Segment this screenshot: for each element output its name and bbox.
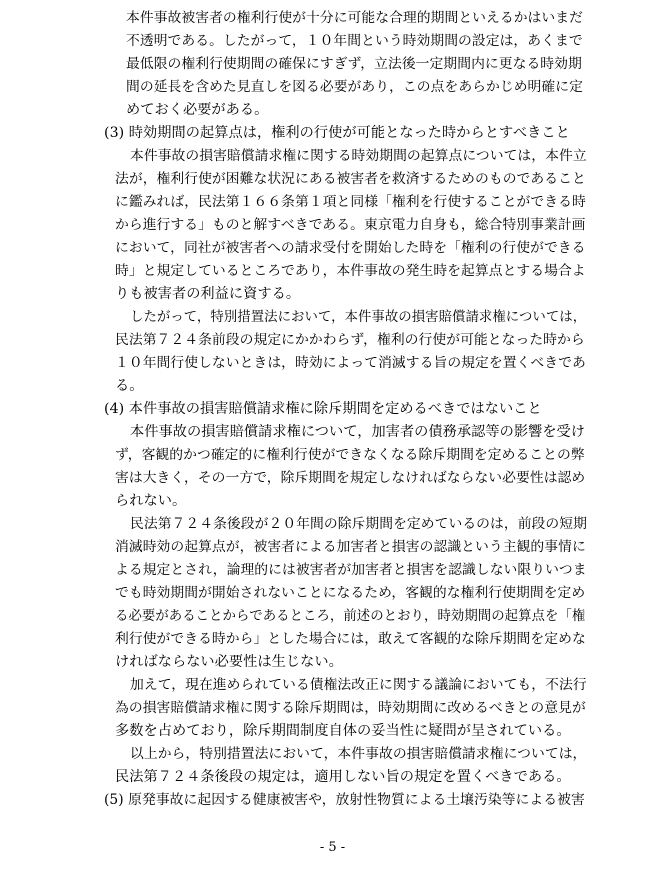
section-heading: (5) 原発事故に起因する健康被害や，放射性物質による土壌汚染等による被害 bbox=[104, 792, 585, 808]
text-line: 消滅時効の起算点が，被害者による加害者と損害の認識という主観的事情に bbox=[115, 539, 586, 555]
text-line: において，同社が被害者への請求受付を開始した時を「権利の行使ができる bbox=[115, 240, 586, 256]
text-line: 民法第７２４条前段の規定にかかわらず，権利の行使が可能となった時から bbox=[115, 332, 585, 348]
text-line: めておく必要がある。 bbox=[126, 102, 269, 118]
section-heading: (3) 時効期間の起算点は，権利の行使が可能となった時からとすべきこと bbox=[104, 125, 570, 141]
text-line: 法が，権利行使が困難な状況にある被害者を救済するためのものであること bbox=[115, 171, 586, 187]
text-line: １０年間行使しないときは，時効によって消滅する旨の規定を置くべきであ bbox=[115, 355, 586, 371]
text-line: 本件事故の損害賠償請求権に関する時効期間の起算点については，本件立 bbox=[130, 148, 587, 164]
text-line: る必要があることからであるところ，前述のとおり，時効期間の起算点を「権 bbox=[115, 609, 586, 624]
text-line: 加えて，現在進められている債権法改正に関する議論においても，不法行 bbox=[130, 677, 587, 693]
text-line: 本件事故の損害賠償請求権について，加害者の債務承認等の影響を受け bbox=[130, 424, 586, 440]
text-line: 時」と規定しているところであり，本件事故の発生時を起算点とする場合よ bbox=[115, 263, 586, 279]
text-line: 為の損害賠償請求権に関する除斥期間は，時効期間に改めるべきとの意見が bbox=[115, 700, 586, 716]
text-line: ず，客観的かつ確定的に権利行使ができなくなる除斥期間を定めることの弊 bbox=[115, 447, 585, 463]
text-line: よる規定とされ，論理的には被害者が加害者と損害を認識しない限りいつま bbox=[115, 562, 587, 578]
text-line: ければならない必要性は生じない。 bbox=[115, 654, 343, 670]
page-number: - 5 - bbox=[319, 840, 346, 855]
text-line: 本件事故被害者の権利行使が十分に可能な合理的期間といえるかはいまだ bbox=[126, 10, 583, 26]
text-line: したがって，特別措置法において，本件事故の損害賠償請求権については， bbox=[130, 310, 587, 325]
text-line: に鑑みれば，民法第１６６条第１項と同様「権利を行使することができる時 bbox=[115, 194, 586, 210]
text-line: から進行する」ものと解すべきである。東京電力自身も，総合特別事業計画 bbox=[115, 217, 586, 233]
text-line: 害は大きく，その一方で，除斥期間を規定しなければならない必要性は認め bbox=[115, 470, 586, 486]
text-line: りも被害者の利益に資する。 bbox=[115, 286, 301, 302]
text-line: 不透明である。したがって，１０年間という時効期間の設定は，あくまで bbox=[126, 33, 583, 49]
section-heading: (4) 本件事故の損害賠償請求権に除斥期間を定めるべきではないこと bbox=[104, 401, 542, 417]
text-line: る。 bbox=[115, 378, 144, 394]
text-line: でも時効期間が開始されないことになるため，客観的な権利行使期間を定め bbox=[115, 585, 586, 601]
text-line: 民法第７２４条後段が２０年間の除斥期間を定めているのは，前段の短期 bbox=[130, 516, 587, 532]
text-line: られない。 bbox=[115, 493, 187, 509]
text-line: 間の延長を含めた見直しを図る必要があり，この点をあらかじめ明確に定 bbox=[126, 79, 583, 95]
text-line: 以上から，特別措置法において，本件事故の損害賠償請求権については， bbox=[130, 746, 587, 762]
text-line: 民法第７２４条後段の規定は，適用しない旨の規定を置くべきである。 bbox=[115, 769, 571, 785]
text-line: 利行使ができる時から」とした場合には，敢えて客観的な除斥期間を定めな bbox=[115, 631, 586, 647]
text-line: 多数を占めており，除斥期間制度自体の妥当性に疑問が呈されている。 bbox=[115, 723, 571, 739]
text-line: 最低限の権利行使期間の確保にすぎず，立法後一定期間内に更なる時効期 bbox=[126, 56, 582, 72]
